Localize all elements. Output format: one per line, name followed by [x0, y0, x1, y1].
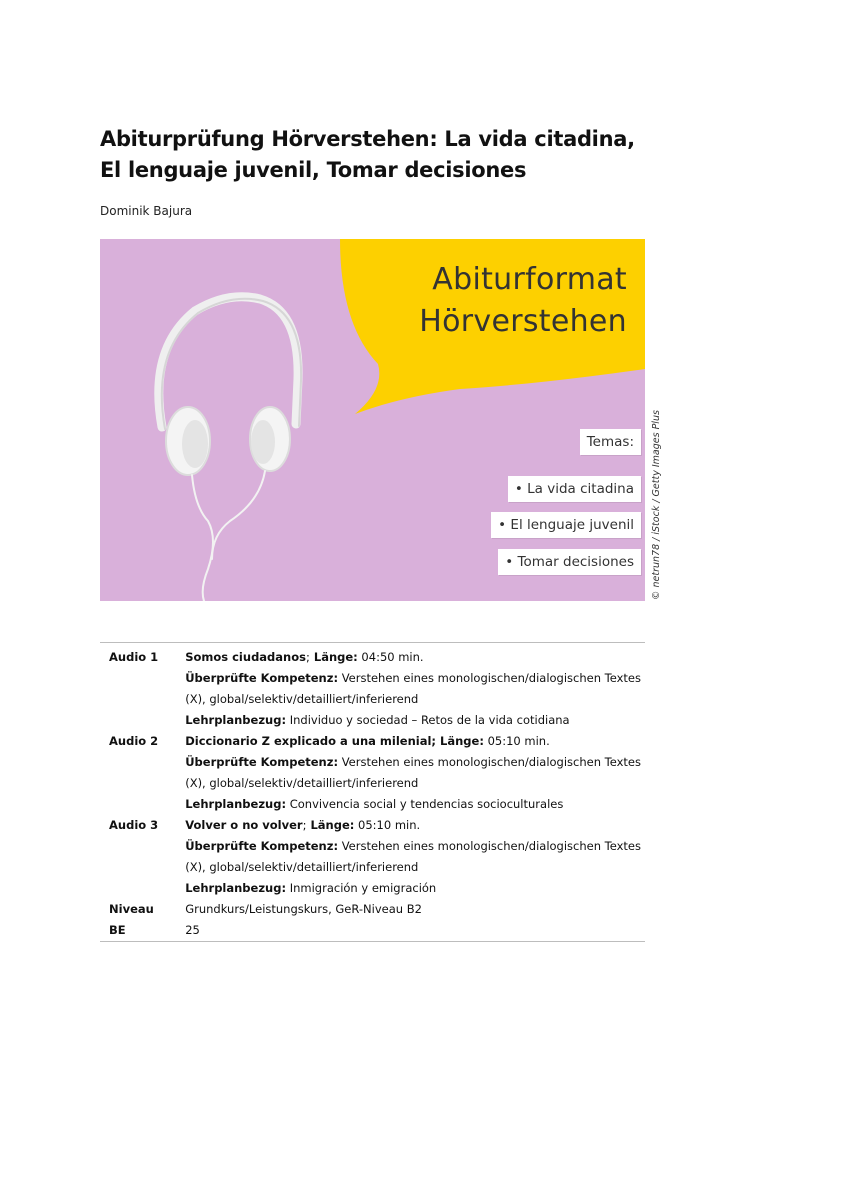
row-content — [185, 815, 645, 899]
audio-title-line — [185, 731, 641, 752]
table-row-niveau — [100, 899, 645, 920]
kompetenz-line-2: (X), global/selektiv/detailliert/inferierend — [185, 692, 419, 706]
lehrplan-label: Lehrplanbezug: — [185, 797, 287, 811]
audio-title: Somos ciudadanos — [185, 650, 306, 664]
topic-tag-1: • La vida citadina — [508, 476, 641, 502]
length-value: 04:50 min. — [357, 650, 424, 664]
kompetenz-label: Überprüfte Kompetenz: — [185, 755, 339, 769]
kompetenz-line — [185, 836, 641, 857]
page-title — [100, 124, 720, 186]
lehrplan-label: Lehrplanbezug: — [185, 881, 287, 895]
kompetenz-line — [185, 668, 641, 689]
lehrplan-line — [185, 710, 641, 731]
kompetenz-label: Überprüfte Kompetenz: — [185, 839, 339, 853]
lehrplan-text: Convivencia social y tendencias socioculturales — [286, 797, 564, 811]
row-content: Grundkurs/Leistungskurs, GeR-Niveau B2 — [185, 902, 422, 916]
info-table — [100, 642, 645, 942]
lehrplan-text: Individuo y sociedad – Retos de la vida cotidiana — [286, 713, 570, 727]
length-value: 05:10 min. — [354, 818, 421, 832]
row-content — [185, 643, 645, 732]
lehrplan-line — [185, 794, 641, 815]
length-label: Länge: — [309, 650, 358, 664]
separator: ; — [305, 650, 310, 664]
kompetenz-line-2: (X), global/selektiv/detailliert/inferierend — [185, 776, 419, 790]
audio-title: Diccionario Z explicado a una milenial; Länge: — [185, 734, 484, 748]
topic-tag-2: • El lenguaje juvenil — [491, 512, 641, 538]
lehrplan-label: Lehrplanbezug: — [185, 713, 287, 727]
row-content: 25 — [185, 923, 200, 937]
speech-bubble — [419, 259, 627, 343]
row-content — [185, 731, 645, 815]
kompetenz-text: Verstehen eines monologischen/dialogischen Textes — [338, 671, 641, 685]
table-row-audio3 — [100, 815, 645, 899]
table-row-audio2 — [100, 731, 645, 815]
title-line-1: Abiturprüfung Hörverstehen: La vida citadina, — [100, 127, 635, 151]
audio-title-line — [185, 815, 641, 836]
kompetenz-line — [185, 752, 641, 773]
temas-label: Temas: — [580, 429, 641, 455]
lehrplan-text: Inmigración y emigración — [286, 881, 437, 895]
separator: ; — [302, 818, 307, 832]
row-label: Audio 2 — [109, 734, 159, 748]
table-row-audio1 — [100, 643, 645, 732]
length-label: Länge: — [306, 818, 355, 832]
bubble-line-1: Abiturformat — [432, 262, 627, 297]
kompetenz-line-2: (X), global/selektiv/detailliert/inferierend — [185, 860, 419, 874]
table-row-be — [100, 920, 645, 942]
length-value: 05:10 min. — [483, 734, 550, 748]
kompetenz-text: Verstehen eines monologischen/dialogischen Textes — [338, 755, 641, 769]
image-credit: © netrun78 / iStock / Getty Images Plus — [651, 410, 662, 600]
kompetenz-label: Überprüfte Kompetenz: — [185, 671, 339, 685]
audio-title: Volver o no volver — [185, 818, 303, 832]
row-label: Audio 1 — [109, 650, 159, 664]
bubble-line-2: Hörverstehen — [419, 304, 627, 339]
cover-image — [100, 239, 645, 601]
lehrplan-line — [185, 878, 641, 899]
row-label: BE — [109, 923, 126, 937]
topic-tag-3: • Tomar decisiones — [498, 549, 641, 575]
audio-title-line — [185, 647, 641, 668]
author-name: Dominik Bajura — [100, 204, 193, 218]
title-line-2: El lenguaje juvenil, Tomar decisiones — [100, 158, 527, 182]
row-label: Niveau — [109, 902, 154, 916]
row-label: Audio 3 — [109, 818, 159, 832]
kompetenz-text: Verstehen eines monologischen/dialogischen Textes — [338, 839, 641, 853]
